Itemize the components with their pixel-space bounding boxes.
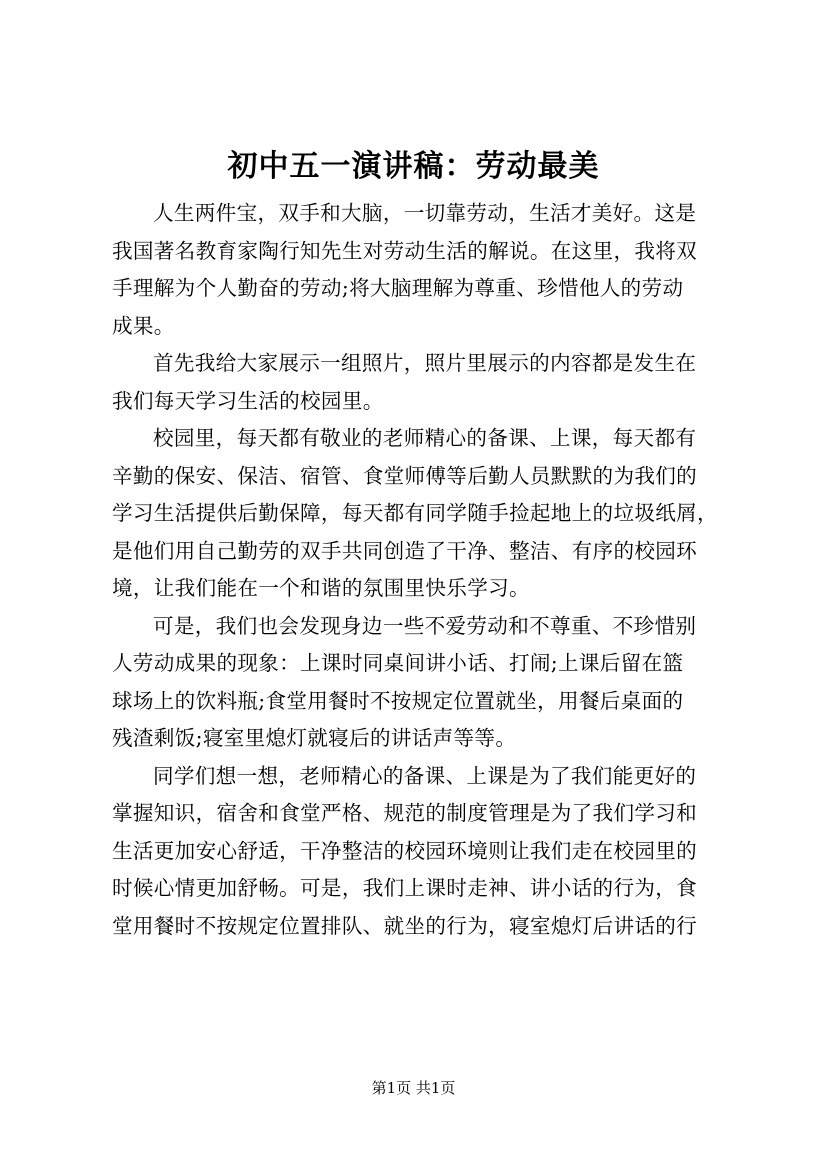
paragraph-line: 堂用餐时不按规定位置排队、就坐的行为，寝室熄灯后讲话的行: [112, 913, 698, 938]
paragraph-2: [112, 345, 724, 420]
paragraph-line: 是他们用自己勤劳的双手共同创造了干净、整洁、有序的校园环: [112, 538, 698, 563]
paragraph-line: 我们每天学习生活的校园里。: [112, 388, 384, 413]
paragraph-line: 同学们想一想，老师精心的备课、上课是为了我们能更好的: [153, 763, 697, 788]
paragraph-line: 人生两件宝，双手和大脑，一切靠劳动，生活才美好。这是: [153, 201, 697, 225]
paragraph-line: 首先我给大家展示一组照片，照片里展示的内容都是发生在: [153, 351, 697, 375]
paragraph-line: 可是，我们也会发现身边一些不爱劳动和不尊重、不珍惜别: [153, 613, 697, 638]
paragraph-5: [112, 758, 724, 946]
paragraph-line: 残渣剩饭;寝室里熄灯就寝后的讲话声等等。: [112, 726, 517, 750]
paragraph-line: 成果。: [112, 313, 175, 338]
paragraph-line: 学习生活提供后勤保障，每天都有同学随手捡起地上的垃圾纸屑，: [112, 501, 718, 525]
page-footer: 第1页 共1页: [371, 1079, 456, 1097]
paragraph-line: 校园里，每天都有敬业的老师精心的备课、上课，每天都有: [153, 426, 697, 450]
paragraph-line: 我国著名教育家陶行知先生对劳动生活的解说。在这里，我将双: [112, 238, 698, 263]
paragraph-line: 生活更加安心舒适，干净整洁的校园环境则让我们走在校园里的: [112, 838, 698, 863]
paragraph-line: 境，让我们能在一个和谐的氛围里快乐学习。: [112, 576, 530, 600]
paragraph-line: 掌握知识，宿舍和食堂严格、规范的制度管理是为了我们学习和: [112, 801, 698, 825]
paragraph-line: 手理解为个人勤奋的劳动;将大脑理解为尊重、珍惜他人的劳动: [112, 276, 684, 300]
paragraph-line: 辛勤的保安、保洁、宿管、食堂师傅等后勤人员默默的为我们的: [112, 463, 698, 488]
paragraph-4: [112, 608, 724, 758]
document-title: 初中五一演讲稿：劳动最美: [227, 149, 600, 184]
paragraph-3: [112, 420, 724, 608]
paragraph-1: [112, 195, 724, 345]
document-body: [112, 195, 724, 945]
paragraph-line: 球场上的饮料瓶;食堂用餐时不按规定位置就坐，用餐后桌面的: [112, 688, 684, 713]
paragraph-line: 时候心情更加舒畅。可是，我们上课时走神、讲小话的行为，食: [112, 876, 698, 900]
paragraph-line: 人劳动成果的现象：上课时同桌间讲小话、打闹;上课后留在篮: [112, 651, 684, 675]
